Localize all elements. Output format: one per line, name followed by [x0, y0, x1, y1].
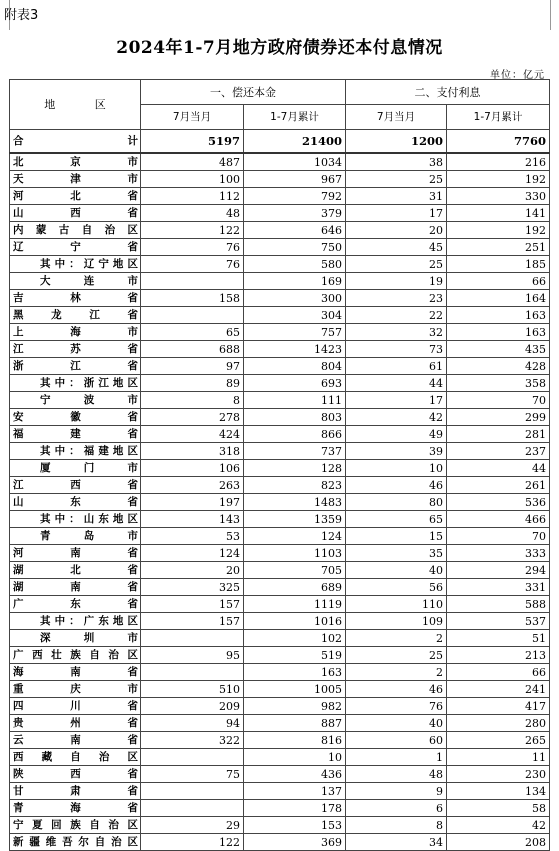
- principal-cumulative-cell: 750: [244, 239, 346, 256]
- interest-cumulative-cell: 537: [447, 613, 550, 630]
- interest-july-cell: 8: [346, 817, 447, 834]
- region-cell: 海南省: [10, 664, 141, 681]
- interest-cumulative-header: 1-7月累计: [447, 105, 550, 130]
- principal-cumulative-cell: 178: [244, 800, 346, 817]
- interest-july-cell: 60: [346, 732, 447, 749]
- table-body: [10, 130, 550, 851]
- principal-cumulative-cell: 519: [244, 647, 346, 664]
- principal-cumulative-cell: 169: [244, 273, 346, 290]
- table-row: [10, 749, 550, 766]
- principal-cumulative-cell: 1483: [244, 494, 346, 511]
- interest-cumulative-cell: 141: [447, 205, 550, 222]
- region-cell: 其中：辽宁地区: [10, 256, 141, 273]
- principal-july-cell: 122: [141, 834, 244, 851]
- principal-cumulative-cell: 436: [244, 766, 346, 783]
- region-cell: 黑龙江省: [10, 307, 141, 324]
- interest-july-cell: 46: [346, 681, 447, 698]
- table-row: [10, 205, 550, 222]
- interest-july-cell: 38: [346, 153, 447, 171]
- table-row: [10, 817, 550, 834]
- table-row: [10, 545, 550, 562]
- principal-cumulative-cell: 124: [244, 528, 346, 545]
- principal-cumulative-cell: 757: [244, 324, 346, 341]
- region-cell: 浙江省: [10, 358, 141, 375]
- interest-cumulative-cell: 70: [447, 528, 550, 545]
- interest-cumulative-cell: 66: [447, 664, 550, 681]
- table-row: [10, 613, 550, 630]
- table-row: [10, 392, 550, 409]
- principal-cumulative-cell: 803: [244, 409, 346, 426]
- principal-cumulative-cell: 300: [244, 290, 346, 307]
- interest-cumulative-cell: 185: [447, 256, 550, 273]
- interest-july-cell: 34: [346, 834, 447, 851]
- interest-cumulative-cell: 331: [447, 579, 550, 596]
- region-cell: 陕西省: [10, 766, 141, 783]
- principal-july-cell: 158: [141, 290, 244, 307]
- interest-july-cell: 25: [346, 256, 447, 273]
- interest-july-cell: 19: [346, 273, 447, 290]
- table-row: [10, 171, 550, 188]
- principal-july-cell: 94: [141, 715, 244, 732]
- table-row: [10, 222, 550, 239]
- interest-july-cell: 9: [346, 783, 447, 800]
- principal-cumulative-cell: 1016: [244, 613, 346, 630]
- table-row: [10, 664, 550, 681]
- region-cell: 其中：浙江地区: [10, 375, 141, 392]
- interest-july-cell: 23: [346, 290, 447, 307]
- principal-july-cell: [141, 273, 244, 290]
- region-cell: 广东省: [10, 596, 141, 613]
- table-row: [10, 511, 550, 528]
- debt-repayment-table: [9, 79, 550, 851]
- interest-cumulative-cell: 164: [447, 290, 550, 307]
- principal-july-cell: 688: [141, 341, 244, 358]
- interest-july-header: 7月当月: [346, 105, 447, 130]
- region-cell: 青岛市: [10, 528, 141, 545]
- interest-cumulative-cell: 11: [447, 749, 550, 766]
- principal-july-cell: [141, 630, 244, 647]
- interest-cumulative-cell: 280: [447, 715, 550, 732]
- interest-july-cell: 61: [346, 358, 447, 375]
- principal-july-cell: 8: [141, 392, 244, 409]
- table-row: [10, 256, 550, 273]
- principal-july-cell: 278: [141, 409, 244, 426]
- principal-cumulative-cell: 816: [244, 732, 346, 749]
- table-row: [10, 426, 550, 443]
- interest-july-cell: 42: [346, 409, 447, 426]
- region-cell: 山东省: [10, 494, 141, 511]
- principal-july-cell: 318: [141, 443, 244, 460]
- interest-cumulative-cell: 44: [447, 460, 550, 477]
- interest-july-cell: 73: [346, 341, 447, 358]
- table-row: [10, 443, 550, 460]
- region-cell: 宁夏回族自治区: [10, 817, 141, 834]
- interest-july-cell: 56: [346, 579, 447, 596]
- table-row: [10, 290, 550, 307]
- interest-cumulative-cell: 192: [447, 171, 550, 188]
- principal-cumulative-cell: 379: [244, 205, 346, 222]
- appendix-label: 附表3: [4, 8, 39, 23]
- interest-cumulative-cell: 192: [447, 222, 550, 239]
- region-cell: 福建省: [10, 426, 141, 443]
- interest-cumulative-cell: 281: [447, 426, 550, 443]
- region-cell: 江西省: [10, 477, 141, 494]
- interest-cumulative-cell: 466: [447, 511, 550, 528]
- region-cell: 青海省: [10, 800, 141, 817]
- interest-cumulative-cell: 134: [447, 783, 550, 800]
- interest-cumulative-cell: 588: [447, 596, 550, 613]
- region-cell: 云南省: [10, 732, 141, 749]
- principal-july-cell: 65: [141, 324, 244, 341]
- principal-cumulative-cell: 792: [244, 188, 346, 205]
- principal-july-cell: 124: [141, 545, 244, 562]
- table-row: [10, 732, 550, 749]
- principal-july-cell: 100: [141, 171, 244, 188]
- principal-july-cell: 510: [141, 681, 244, 698]
- interest-cumulative-cell: 536: [447, 494, 550, 511]
- table-row: [10, 766, 550, 783]
- principal-july-cell: 424: [141, 426, 244, 443]
- principal-cumulative-cell: 128: [244, 460, 346, 477]
- interest-cumulative-cell: 163: [447, 307, 550, 324]
- principal-july-cell: 95: [141, 647, 244, 664]
- principal-cumulative-cell: 1005: [244, 681, 346, 698]
- principal-cumulative-cell: 137: [244, 783, 346, 800]
- table-row: [10, 528, 550, 545]
- interest-cumulative-cell: 208: [447, 834, 550, 851]
- interest-cumulative-cell: 213: [447, 647, 550, 664]
- principal-cumulative-cell: 21400: [244, 130, 346, 154]
- interest-july-cell: 17: [346, 205, 447, 222]
- principal-july-cell: 112: [141, 188, 244, 205]
- region-cell: 北京市: [10, 153, 141, 171]
- interest-cumulative-cell: 428: [447, 358, 550, 375]
- table-row: [10, 153, 550, 171]
- region-cell: 上海市: [10, 324, 141, 341]
- principal-cumulative-cell: 102: [244, 630, 346, 647]
- principal-cumulative-cell: 1103: [244, 545, 346, 562]
- interest-july-cell: 6: [346, 800, 447, 817]
- region-cell: 重庆市: [10, 681, 141, 698]
- interest-july-cell: 110: [346, 596, 447, 613]
- table-row: [10, 409, 550, 426]
- interest-july-cell: 2: [346, 630, 447, 647]
- region-cell: 安徽省: [10, 409, 141, 426]
- table-row: [10, 579, 550, 596]
- table-row: [10, 494, 550, 511]
- table-row: [10, 358, 550, 375]
- principal-cumulative-cell: 10: [244, 749, 346, 766]
- table-row: [10, 698, 550, 715]
- interest-cumulative-cell: 294: [447, 562, 550, 579]
- principal-cumulative-cell: 1423: [244, 341, 346, 358]
- principal-cumulative-header: 1-7月累计: [244, 105, 346, 130]
- interest-july-cell: 40: [346, 715, 447, 732]
- interest-cumulative-cell: 216: [447, 153, 550, 171]
- region-cell: 合计: [10, 130, 141, 154]
- interest-cumulative-cell: 299: [447, 409, 550, 426]
- principal-july-cell: 20: [141, 562, 244, 579]
- region-cell: 其中：山东地区: [10, 511, 141, 528]
- table-row: [10, 562, 550, 579]
- interest-july-cell: 48: [346, 766, 447, 783]
- principal-cumulative-cell: 705: [244, 562, 346, 579]
- principal-cumulative-cell: 1359: [244, 511, 346, 528]
- table-row: [10, 681, 550, 698]
- interest-july-cell: 76: [346, 698, 447, 715]
- region-cell: 大连市: [10, 273, 141, 290]
- region-cell: 河南省: [10, 545, 141, 562]
- interest-july-cell: 39: [346, 443, 447, 460]
- principal-july-cell: 89: [141, 375, 244, 392]
- interest-july-cell: 109: [346, 613, 447, 630]
- interest-cumulative-cell: 70: [447, 392, 550, 409]
- table-row: [10, 375, 550, 392]
- interest-cumulative-cell: 261: [447, 477, 550, 494]
- table-row: [10, 596, 550, 613]
- principal-header: 一、偿还本金: [141, 80, 346, 105]
- interest-cumulative-cell: 241: [447, 681, 550, 698]
- table-row: [10, 477, 550, 494]
- interest-july-cell: 44: [346, 375, 447, 392]
- table-row: [10, 324, 550, 341]
- interest-cumulative-cell: 230: [447, 766, 550, 783]
- principal-july-cell: 143: [141, 511, 244, 528]
- interest-cumulative-cell: 330: [447, 188, 550, 205]
- interest-july-cell: 65: [346, 511, 447, 528]
- principal-july-cell: 263: [141, 477, 244, 494]
- interest-cumulative-cell: 7760: [447, 130, 550, 154]
- table-row: [10, 239, 550, 256]
- principal-july-cell: [141, 783, 244, 800]
- interest-july-cell: 31: [346, 188, 447, 205]
- interest-july-cell: 49: [346, 426, 447, 443]
- interest-cumulative-cell: 265: [447, 732, 550, 749]
- principal-july-cell: 75: [141, 766, 244, 783]
- interest-july-cell: 20: [346, 222, 447, 239]
- region-cell: 其中：福建地区: [10, 443, 141, 460]
- region-cell: 深圳市: [10, 630, 141, 647]
- table-row: [10, 715, 550, 732]
- principal-july-cell: 209: [141, 698, 244, 715]
- table-row: [10, 460, 550, 477]
- region-cell: 宁波市: [10, 392, 141, 409]
- principal-july-cell: 48: [141, 205, 244, 222]
- interest-header: 二、支付利息: [346, 80, 550, 105]
- interest-july-cell: 46: [346, 477, 447, 494]
- interest-july-cell: 25: [346, 647, 447, 664]
- principal-cumulative-cell: 866: [244, 426, 346, 443]
- region-cell: 内蒙古自治区: [10, 222, 141, 239]
- unit-label: 单位：亿元: [490, 70, 545, 81]
- principal-cumulative-cell: 689: [244, 579, 346, 596]
- region-cell: 江苏省: [10, 341, 141, 358]
- table-row: [10, 834, 550, 851]
- principal-july-cell: 106: [141, 460, 244, 477]
- page-title: 2024年1-7月地方政府债券还本付息情况: [116, 38, 443, 58]
- interest-july-cell: 25: [346, 171, 447, 188]
- interest-july-cell: 10: [346, 460, 447, 477]
- table-row: [10, 630, 550, 647]
- region-cell: 辽宁省: [10, 239, 141, 256]
- interest-july-cell: 1: [346, 749, 447, 766]
- region-cell: 湖北省: [10, 562, 141, 579]
- principal-july-cell: 157: [141, 596, 244, 613]
- region-header: 地 区: [10, 80, 141, 130]
- principal-cumulative-cell: 693: [244, 375, 346, 392]
- interest-july-cell: 80: [346, 494, 447, 511]
- principal-july-cell: 53: [141, 528, 244, 545]
- principal-cumulative-cell: 304: [244, 307, 346, 324]
- region-cell: 四川省: [10, 698, 141, 715]
- interest-july-cell: 40: [346, 562, 447, 579]
- principal-july-cell: [141, 749, 244, 766]
- region-cell: 西藏自治区: [10, 749, 141, 766]
- table-row: [10, 647, 550, 664]
- principal-july-cell: 97: [141, 358, 244, 375]
- principal-cumulative-cell: 1119: [244, 596, 346, 613]
- principal-july-cell: 76: [141, 239, 244, 256]
- interest-july-cell: 15: [346, 528, 447, 545]
- principal-july-cell: [141, 307, 244, 324]
- principal-july-cell: [141, 800, 244, 817]
- interest-july-cell: 45: [346, 239, 447, 256]
- principal-july-cell: 76: [141, 256, 244, 273]
- interest-cumulative-cell: 51: [447, 630, 550, 647]
- region-cell: 天津市: [10, 171, 141, 188]
- principal-cumulative-cell: 823: [244, 477, 346, 494]
- region-cell: 湖南省: [10, 579, 141, 596]
- interest-cumulative-cell: 358: [447, 375, 550, 392]
- principal-cumulative-cell: 1034: [244, 153, 346, 171]
- interest-cumulative-cell: 42: [447, 817, 550, 834]
- interest-cumulative-cell: 435: [447, 341, 550, 358]
- principal-cumulative-cell: 163: [244, 664, 346, 681]
- interest-cumulative-cell: 58: [447, 800, 550, 817]
- interest-july-cell: 22: [346, 307, 447, 324]
- region-cell: 吉林省: [10, 290, 141, 307]
- total-row: [10, 130, 550, 154]
- principal-cumulative-cell: 967: [244, 171, 346, 188]
- principal-cumulative-cell: 646: [244, 222, 346, 239]
- top-frame: [9, 0, 551, 30]
- interest-july-cell: 32: [346, 324, 447, 341]
- table-row: [10, 273, 550, 290]
- table-row: [10, 783, 550, 800]
- interest-cumulative-cell: 333: [447, 545, 550, 562]
- table-row: [10, 341, 550, 358]
- interest-cumulative-cell: 163: [447, 324, 550, 341]
- principal-cumulative-cell: 737: [244, 443, 346, 460]
- interest-july-cell: 1200: [346, 130, 447, 154]
- principal-cumulative-cell: 153: [244, 817, 346, 834]
- region-cell: 新疆维吾尔自治区: [10, 834, 141, 851]
- region-cell: 甘肃省: [10, 783, 141, 800]
- principal-july-header: 7月当月: [141, 105, 244, 130]
- principal-cumulative-cell: 804: [244, 358, 346, 375]
- principal-cumulative-cell: 982: [244, 698, 346, 715]
- region-cell: 河北省: [10, 188, 141, 205]
- table-row: [10, 188, 550, 205]
- principal-july-cell: 325: [141, 579, 244, 596]
- table-row: [10, 307, 550, 324]
- principal-july-cell: 29: [141, 817, 244, 834]
- principal-july-cell: 197: [141, 494, 244, 511]
- principal-july-cell: 5197: [141, 130, 244, 154]
- principal-july-cell: 122: [141, 222, 244, 239]
- principal-cumulative-cell: 887: [244, 715, 346, 732]
- principal-july-cell: 322: [141, 732, 244, 749]
- region-cell: 山西省: [10, 205, 141, 222]
- table-row: [10, 800, 550, 817]
- interest-cumulative-cell: 417: [447, 698, 550, 715]
- interest-july-cell: 2: [346, 664, 447, 681]
- region-cell: 广西壮族自治区: [10, 647, 141, 664]
- principal-july-cell: 157: [141, 613, 244, 630]
- interest-july-cell: 35: [346, 545, 447, 562]
- principal-cumulative-cell: 369: [244, 834, 346, 851]
- region-cell: 贵州省: [10, 715, 141, 732]
- region-cell: 厦门市: [10, 460, 141, 477]
- principal-cumulative-cell: 111: [244, 392, 346, 409]
- principal-cumulative-cell: 580: [244, 256, 346, 273]
- interest-july-cell: 17: [346, 392, 447, 409]
- interest-cumulative-cell: 237: [447, 443, 550, 460]
- interest-cumulative-cell: 66: [447, 273, 550, 290]
- principal-july-cell: [141, 664, 244, 681]
- interest-cumulative-cell: 251: [447, 239, 550, 256]
- principal-july-cell: 487: [141, 153, 244, 171]
- region-cell: 其中：广东地区: [10, 613, 141, 630]
